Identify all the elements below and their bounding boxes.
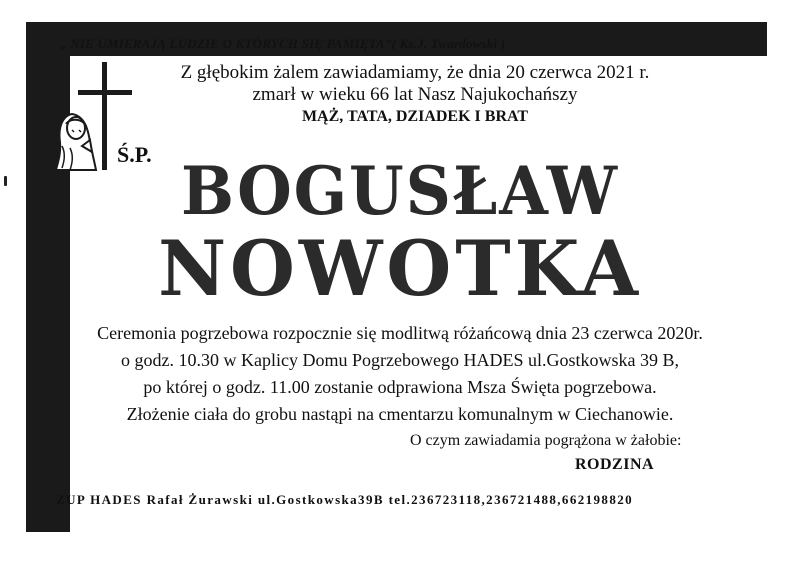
ceremony-line-4: Złożenie ciała do grobu nastąpi na cmentarzu komunalnym w Ciechanowie. xyxy=(126,404,674,424)
ceremony-line-1: Ceremonia pogrzebowa rozpocznie się modlitwą różańcową dnia 23 czerwca 2020r. xyxy=(97,323,703,343)
intro-line-1: Z głębokim żalem zawiadamiamy, że dnia 20 czerwca 2021 r. xyxy=(180,62,650,83)
ceremony-line-3: po której o godz. 11.00 zostanie odprawiona Msza Święta pogrzebowa. xyxy=(143,377,657,397)
late-prefix: Ś.P. xyxy=(117,142,152,167)
deceased-last-name: NOWOTKA xyxy=(158,224,642,313)
funeral-home-footer: ZUP HADES Rafał Żurawski ul.Gostkowska39B tel.236723118,236721488,662198820 xyxy=(56,492,634,507)
epigraph-quote: „ NIE UMIERAJĄ LUDZIE O KTÓRYCH SIĘ PAMIĘTA”( Ks.J. Twardowski ) xyxy=(60,36,506,51)
ceremony-details xyxy=(60,320,740,428)
ceremony-line-2: o godz. 10.30 w Kaplicy Domu Pogrzebowego HADES ul.Gostkowska 39 B, xyxy=(121,350,679,370)
signature: RODZINA xyxy=(575,456,655,473)
closing-line: O czym zawiadamia pogrążona w żałobie: xyxy=(410,432,682,449)
scan-mark xyxy=(4,176,7,186)
deceased-first-name: BOGUSŁAW xyxy=(181,152,619,230)
intro-line-2: zmarł w wieku 66 lat Nasz Najukochańszy xyxy=(252,84,578,105)
announcement-intro xyxy=(170,62,660,128)
family-relations: MĄŻ, TATA, DZIADEK I BRAT xyxy=(301,108,529,125)
